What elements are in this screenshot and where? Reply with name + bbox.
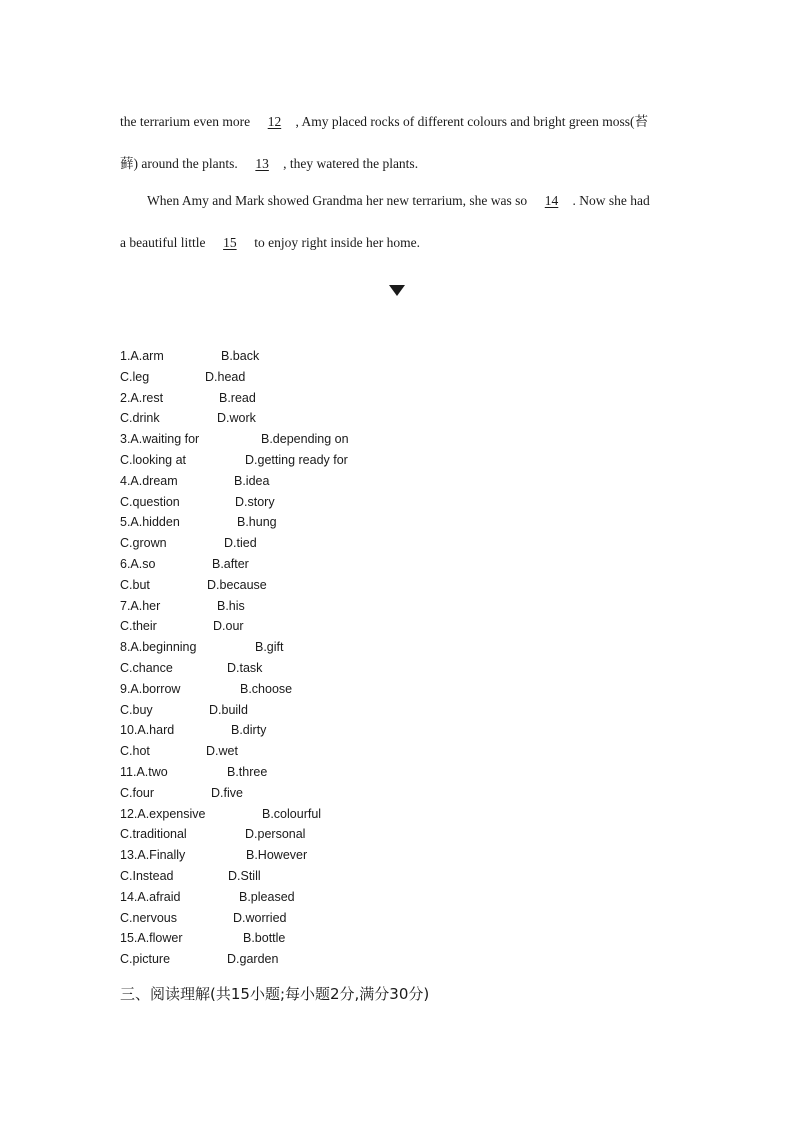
option-row: [120, 824, 306, 845]
option-second: B.choose: [240, 681, 293, 696]
blank-13: 13: [255, 156, 269, 171]
option-row: [120, 949, 279, 970]
option-row: [120, 720, 267, 741]
option-first: 3.A.waiting for: [120, 432, 200, 447]
blank-14: 14: [544, 193, 559, 208]
option-row: [120, 845, 308, 866]
option-row: [120, 887, 295, 908]
option-row: [120, 908, 287, 929]
option-second: B.gift: [255, 640, 284, 655]
option-second: D.worried: [233, 910, 287, 925]
option-first: 8.A.beginning: [120, 640, 197, 655]
option-row: [120, 741, 238, 762]
blank-15: 15: [223, 235, 237, 250]
option-second: D.work: [217, 411, 256, 426]
option-second: D.five: [211, 785, 243, 800]
passage-line-1: the terrarium even more 12 , Amy placed rocks of different colours and bright green moss(苔: [120, 114, 648, 129]
option-second: D.wet: [206, 744, 238, 759]
option-row: [120, 783, 243, 804]
option-first: 2.A.rest: [120, 390, 164, 405]
option-first: C.drink: [120, 411, 160, 426]
option-row: [120, 492, 275, 513]
option-second: B.three: [227, 764, 268, 779]
option-row: [120, 512, 277, 533]
option-second: B.dirty: [231, 723, 267, 738]
option-first: 6.A.so: [120, 556, 156, 571]
option-row: [120, 367, 246, 388]
option-first: 1.A.arm: [120, 349, 164, 363]
option-second: B.colourful: [262, 806, 322, 821]
option-second: D.garden: [227, 952, 279, 967]
option-row: [120, 575, 267, 596]
option-first: C.traditional: [120, 827, 187, 842]
option-first: 7.A.her: [120, 598, 161, 613]
passage-line-2: 藓) around the plants. 13 , they watered the plants.: [120, 156, 419, 171]
option-row: [120, 471, 270, 492]
option-first: C.Instead: [120, 868, 174, 883]
option-second: B.pleased: [239, 889, 295, 904]
option-second: D.build: [209, 702, 248, 717]
option-row: [120, 388, 256, 409]
option-first: C.four: [120, 785, 155, 800]
option-second: D.tied: [224, 536, 257, 551]
option-second: B.bottle: [243, 931, 286, 946]
option-first: 9.A.borrow: [120, 681, 181, 696]
section-heading: 三、阅读理解(共15小题;每小题2分,满分30分): [120, 985, 430, 1003]
option-row: [120, 762, 268, 783]
option-first: C.nervous: [120, 910, 177, 925]
option-row: [120, 554, 249, 575]
option-second: B.hung: [237, 515, 277, 530]
option-first: C.chance: [120, 660, 173, 675]
option-row: [120, 679, 293, 700]
option-second: B.after: [212, 556, 249, 571]
option-second: B.read: [219, 390, 256, 405]
option-row: [120, 804, 322, 825]
option-row: [120, 346, 260, 367]
option-second: D.personal: [245, 827, 306, 842]
option-second: D.story: [235, 494, 275, 509]
option-row: [120, 533, 257, 554]
option-first: 14.A.afraid: [120, 889, 181, 904]
option-second: D.Still: [228, 868, 261, 883]
blank-12: 12: [267, 114, 282, 129]
option-second: D.because: [207, 577, 267, 592]
answer-options-list: [120, 346, 349, 970]
passage-line-3: When Amy and Mark showed Grandma her new terrarium, she was so 14 . Now she had: [147, 193, 650, 208]
option-first: 5.A.hidden: [120, 515, 180, 530]
option-second: B.his: [217, 598, 245, 613]
option-first: 11.A.two: [120, 764, 168, 779]
option-row: [120, 658, 263, 679]
option-row: [120, 928, 286, 949]
option-row: [120, 450, 348, 471]
option-row: [120, 429, 349, 450]
option-second: B.idea: [234, 473, 270, 488]
option-row: [120, 408, 256, 429]
option-row: [120, 616, 244, 637]
option-second: B.However: [246, 848, 308, 863]
option-second: D.getting ready for: [245, 452, 348, 467]
option-first: C.question: [120, 494, 180, 509]
option-first: C.looking at: [120, 452, 187, 467]
option-second: D.our: [213, 619, 244, 634]
option-first: C.hot: [120, 744, 150, 759]
option-first: 13.A.Finally: [120, 848, 186, 863]
option-first: C.their: [120, 619, 157, 634]
option-second: D.head: [205, 369, 246, 384]
option-first: C.grown: [120, 536, 167, 551]
option-first: 10.A.hard: [120, 723, 175, 738]
option-first: 4.A.dream: [120, 473, 178, 488]
option-second: D.task: [227, 660, 263, 675]
option-first: 12.A.expensive: [120, 806, 206, 821]
option-first: C.picture: [120, 952, 171, 967]
option-row: [120, 596, 245, 617]
option-second: B.depending on: [261, 432, 349, 447]
option-row: [120, 866, 261, 887]
passage-line-4: a beautiful little 15 to enjoy right inside her home.: [120, 235, 420, 250]
option-first: C.but: [120, 577, 150, 592]
option-first: C.leg: [120, 369, 150, 384]
option-second: B.back: [221, 349, 260, 363]
collapse-arrow-icon[interactable]: [389, 285, 405, 296]
option-row: [120, 700, 248, 721]
option-first: C.buy: [120, 702, 153, 717]
option-row: [120, 637, 284, 658]
option-first: 15.A.flower: [120, 931, 183, 946]
